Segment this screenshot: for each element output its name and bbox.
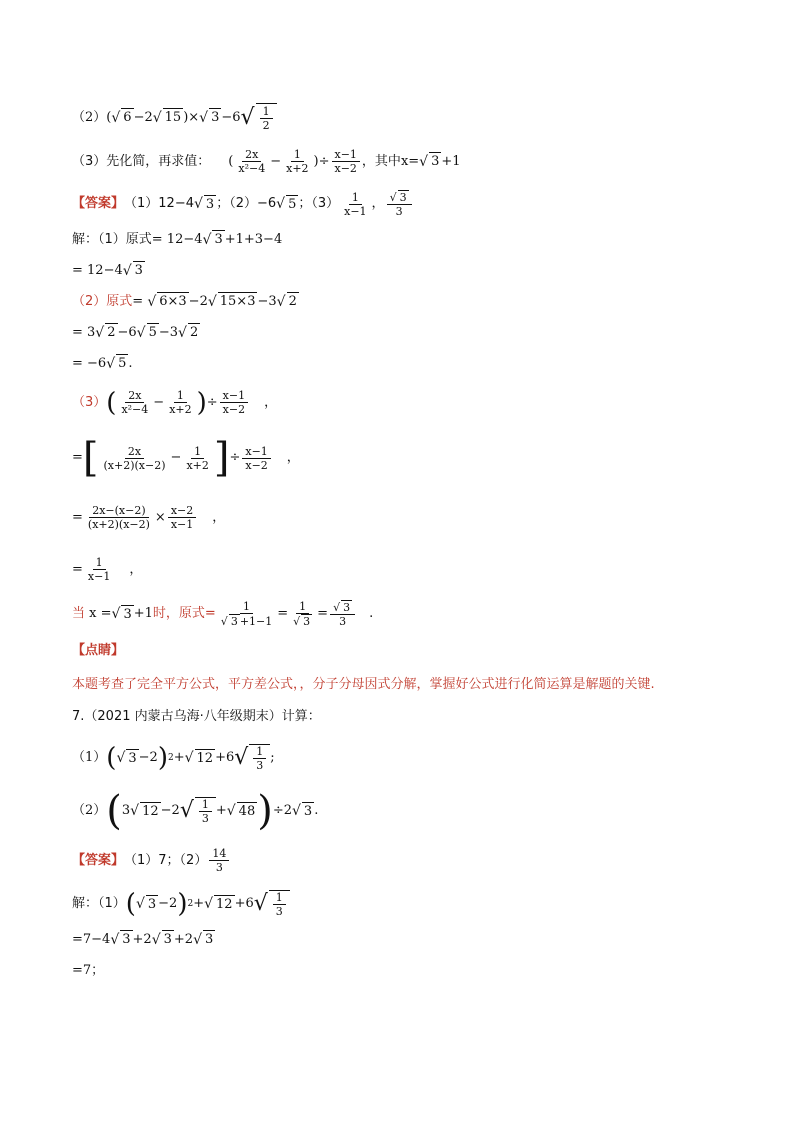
question-text: （3）先化简，再求值： <box>72 153 211 169</box>
question-number: （1） <box>72 750 107 765</box>
fraction-numerator: 1 <box>291 148 304 162</box>
radicand: 3 <box>211 110 220 125</box>
math-text: +1 <box>441 153 461 169</box>
fraction-numerator: 2x <box>242 148 261 162</box>
answer-7: 【答案】 （1）7；（2） $\frac{14}{3}$ <box>72 847 231 874</box>
comment-text: 本题考查了完全平方公式，平方差公式，，分子分母因式分解，掌握好公式进行化简运算是解题的关键. <box>72 677 655 692</box>
solution-line: 解：（1）原式 = 12−4 √ 3 +1+3−4 <box>72 231 283 248</box>
question-number: （2） <box>72 109 107 125</box>
fraction-denominator: 2 <box>262 119 270 132</box>
fraction-denominator: x+2 <box>286 162 309 175</box>
answer-text: ；（3） <box>298 196 340 211</box>
answer-label: 【答案】 <box>72 852 125 868</box>
fraction-denominator: x−2 <box>334 162 357 175</box>
comment-label: 【点睛】 <box>72 643 125 658</box>
problem-7-2: （2） ( 3 √ 12 −2 √ $\frac{1}{3}$ + √ 48 ) ÷2 √ 3 . <box>72 788 319 834</box>
fraction-denominator: x²−4 <box>238 162 266 175</box>
problem-7-heading: 7.（2021 内蒙古乌海·八年级期末）计算： <box>72 709 321 724</box>
radicand: 15 <box>164 110 182 125</box>
math-text: = 12−4 <box>72 262 123 278</box>
solution-label: 当 <box>72 606 86 621</box>
solution-line: = 3 √ 2 −6 √ 5 −3 √ 2 <box>72 324 199 341</box>
radicand: 15×3 <box>219 294 256 309</box>
answer-6: 【答案】 （1）12−4 √ 3 ；（2）−6 √ 5 ；（3） $\frac{1}{x-1}$ ， $\frac{√ 3}{3}$ <box>72 190 414 218</box>
radicand: 6×3 <box>159 294 187 309</box>
solution-label: 解：（1） <box>72 896 126 911</box>
solution-label: （3） <box>72 394 107 410</box>
solution-line: = $\frac{1}{x-1}$ ， <box>72 556 143 583</box>
solution-line: 解：（1） ( √ 3 −2 ) 2 + √ 12 +6 √ $\frac{1}{3}$ <box>72 890 290 918</box>
math-text: x= <box>400 153 420 169</box>
problem-6-2: （2） ( √ 6 −2 √ 15 )× √ 3 −6 √ $\frac{1}{2}$ <box>72 103 277 132</box>
math-text: ( <box>106 109 112 125</box>
question-number: （2） <box>72 803 107 818</box>
solution-line: = 12−4 √ 3 <box>72 262 143 279</box>
solution-line: =7−4 √ 3 +2 √ 3 +2 √ 3 <box>72 931 214 948</box>
solution-line: = −6 √ 5 . <box>72 355 133 372</box>
solution-line: = [ $\frac{2x}{(x+2)(x-2)}$ − $\frac{1}{x+2}$ ] ÷ $\frac{x-1}{x-2}$ ， <box>72 435 300 481</box>
answer-text: （1）7；（2） <box>124 852 208 868</box>
solution-label: 解：（1）原式 <box>72 231 152 247</box>
math-text: = 12−4 <box>151 231 203 247</box>
solution-line: （3） ( $\frac{2x}{\text{x²−4}}$ − $\frac{1}{x+2}$ ) ÷ $\frac{x-1}{x-2}$ ， <box>72 387 278 418</box>
math-text: )÷ <box>313 153 330 169</box>
answer-text: （1）12−4 <box>124 196 194 211</box>
radicand: 6 <box>123 110 132 125</box>
math-text: −2 <box>133 109 153 125</box>
question-text: ，其中 <box>361 153 401 169</box>
answer-label: 【答案】 <box>72 196 125 211</box>
comment-label-line <box>72 642 124 660</box>
fraction-numerator: 1 <box>260 105 273 119</box>
problem-6-3: （3）先化简，再求值： ( $\frac{2x}{\text{x²−4}}$ − $\frac{1}{x+2}$ )÷ $\frac{x-1}{x-2}$ ，其中 x= √ 3 +1 <box>72 148 461 175</box>
math-text: +1+3−4 <box>224 231 283 247</box>
solution-line: = $\frac{2x-(x-2)}{(x+2)(x-2)}$ × $\frac{x-2}{x-1}$ ， <box>72 504 226 531</box>
fraction-denominator: x−1 <box>344 204 367 218</box>
solution-line: 当 x = √ 3 +1 时，原式= $\frac{1}{√ 3 +1-1}$ = $\frac{1}{√ 3}$ = $\frac{√ 3}{3}$ . <box>72 600 374 628</box>
fraction-numerator: x−1 <box>332 148 360 162</box>
math-text: −6 <box>221 109 241 125</box>
solution-line: （2）原式 = √ 6×3 −2 √ 15×3 −3 √ 2 <box>72 293 297 310</box>
solution-line: =7； <box>72 963 105 978</box>
solution-label: （2）原式 <box>72 293 133 309</box>
math-text: )× <box>183 109 200 125</box>
answer-text: ；（2）−6 <box>216 196 277 211</box>
solution-label: 时，原式= <box>152 606 216 621</box>
problem-7-1: （1） ( √ 3 −2 ) 2 + √ 12 +6 √ $\frac{1}{3}$ ; <box>72 743 275 773</box>
